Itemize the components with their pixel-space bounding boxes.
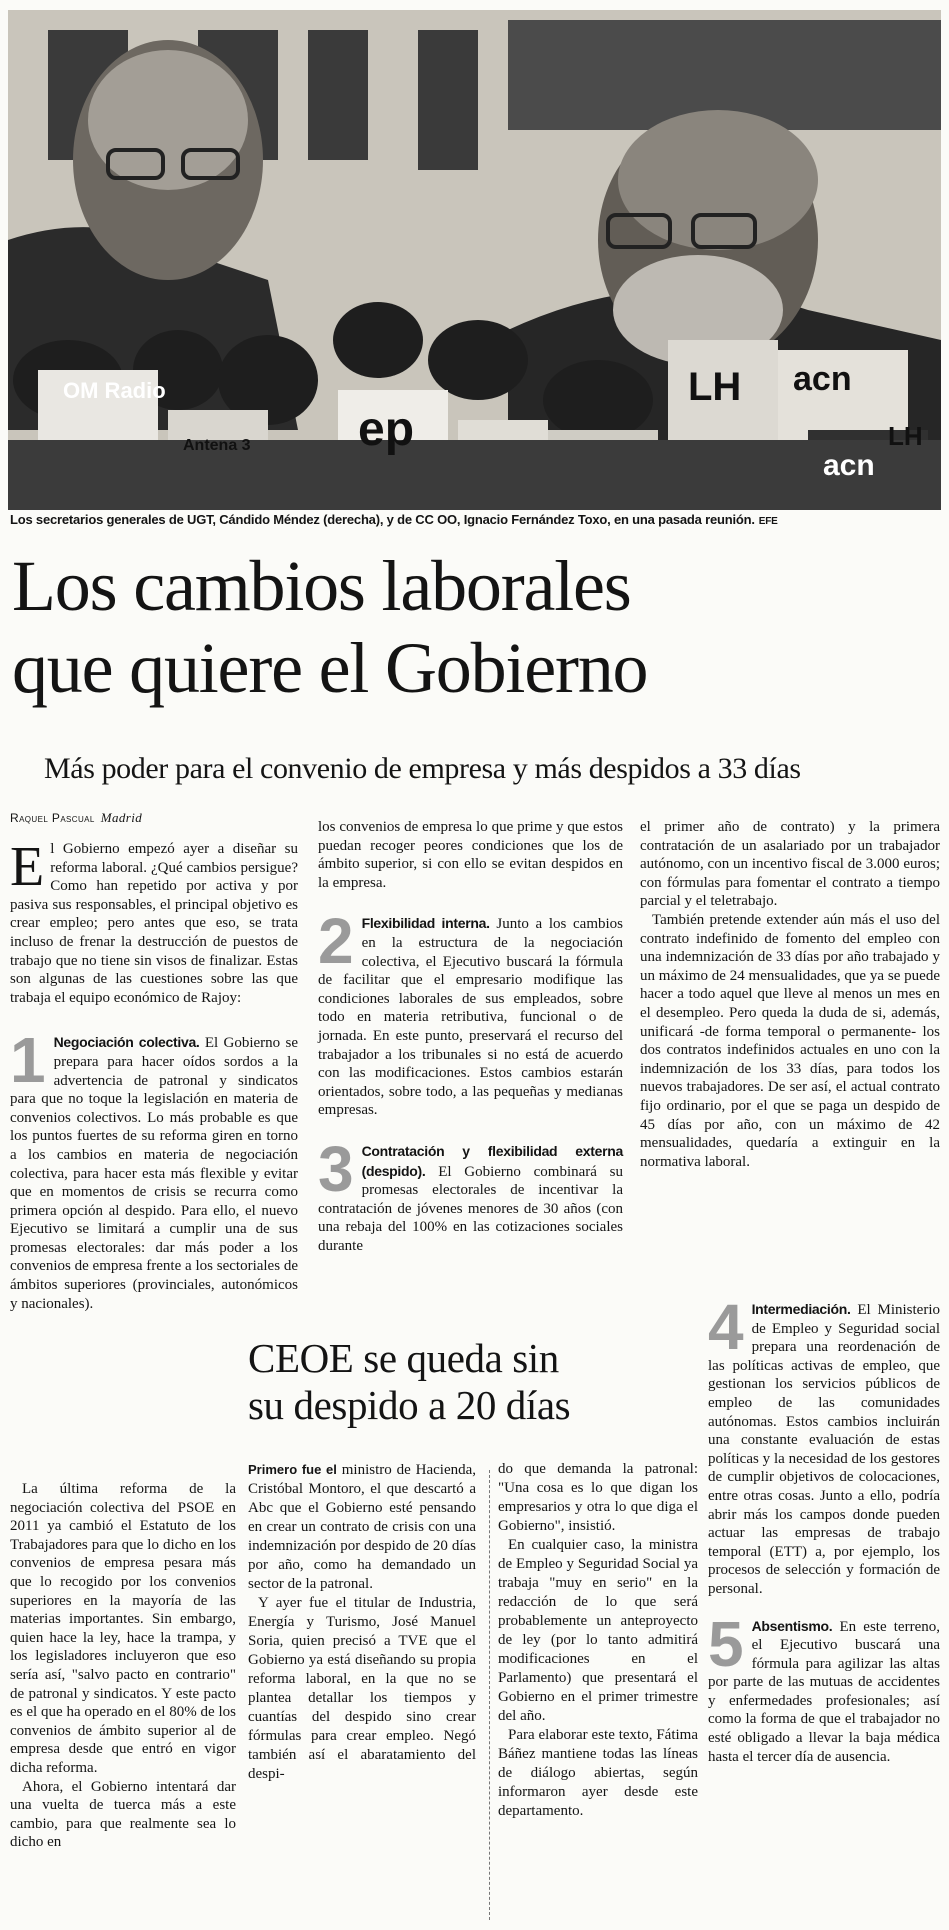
article-column-3-continued bbox=[708, 1291, 940, 1766]
article-column-2 bbox=[318, 818, 623, 1255]
mic-label: acn bbox=[793, 360, 852, 398]
byline bbox=[10, 810, 142, 826]
mic-label: LH bbox=[688, 365, 742, 409]
paragraph: Ahora, el Gobierno intentará dar una vuelta de tuerca más a este cambio, para que realmente sea lo dicho en bbox=[10, 1778, 236, 1851]
paragraph: los convenios de empresa lo que prime y que estos puedan recoger peores condiciones que los de ámbito superior, si con ello se evitan despidos en la empresa. bbox=[318, 819, 623, 891]
section-title: Intermediación. bbox=[751, 1301, 851, 1317]
section-number: 1 bbox=[10, 1024, 46, 1097]
section-title: Negociación colectiva. bbox=[53, 1034, 200, 1051]
sidebar-lead: Primero fue el bbox=[248, 1462, 337, 1477]
photo-credit: EFE bbox=[758, 516, 778, 527]
section-title: Flexibilidad interna. bbox=[361, 915, 490, 932]
article-column-1-continued bbox=[10, 1480, 236, 1852]
mic-label: OM Radio bbox=[63, 378, 166, 403]
section-number: 4 bbox=[708, 1291, 744, 1363]
paragraph: el primer año de contrato) y la primera contratación de un asalariado por un trabajador autónomo, con un incentivo fiscal de 3.000 euros; con fórmulas para fomentar el contrato a tiempo parcial y el teletrabajo. bbox=[640, 819, 940, 910]
intro-paragraph: El Gobierno empezó ayer a diseñar su reforma laboral. ¿Qué cambios persigue? Como han repetido por activa y por pasiva sus responsables, el principal objetivo es crear empleo; pero antes que eso, se trata incluso de frenar la destrucción de puestos de trabajo que no tiene sin visos de finalizar. Estas son algunas de las cuestiones sobre las que trabaja el equipo económico de Rajoy: bbox=[10, 836, 298, 1006]
paragraph: En cualquier caso, la ministra de Empleo y Seguridad Social ya trabaja "muy en serio" en la redacción de lo que será probablemente un anteproyecto de ley (por lo tanto admitirá modificaciones en el Parlamento) que presentará el Gobierno en el primer trimestre del año. bbox=[498, 1537, 698, 1724]
paragraph: La última reforma de la negociación colectiva del PSOE en 2011 ya cambió el Estatuto de los Trabajadores para que lo dicho en los convenios de empresa pesara más que lo recogido por los convenios superiores en la mayoría de las materias importantes. Sin embargo, quien hace la ley, hace la trampa, y los legisladores incluyeron que eso sería así, "salvo pacto en contrario" de patronal y sindicatos. Y este pacto es el que ha operado en el 80% de los convenios de ámbito superior al de empresa desde que entró en vigor dicha reforma. bbox=[10, 1481, 236, 1776]
mic-label: ep bbox=[358, 403, 415, 456]
headline-line: Los cambios laborales bbox=[12, 546, 631, 626]
section-title: Absentismo. bbox=[751, 1617, 833, 1634]
article-column-3 bbox=[640, 818, 940, 1171]
section-number: 3 bbox=[318, 1132, 354, 1205]
mic-label: Antena 3 bbox=[183, 437, 251, 454]
section-title: Contratación y flexibilidad externa (despido). bbox=[361, 1142, 623, 1179]
drop-cap: E bbox=[10, 836, 45, 898]
paragraph: Primero fue el ministro de Hacienda, Cristóbal Montoro, el que descartó a Abc que el Gobierno esté pensando en crear un contrato de crisis con una indemnización por despido de 20 días por año, como ha demandado un sector de la patronal. bbox=[248, 1462, 477, 1592]
subheadline: Más poder para el convenio de empresa y más despidos a 33 días bbox=[44, 752, 801, 785]
byline-place: Madrid bbox=[100, 810, 143, 825]
article-column-1 bbox=[10, 836, 298, 1313]
section-2: 2 Flexibilidad interna. Junto a los cambios en la estructura de la negociación colectiva, el Ejecutivo buscará la fórmula de facilitar que el empresario modifique las condiciones laborales de sus empleados, sobre todo en materia retributiva, funcional o de jornada. En este punto, preservará el recurso del trabajador a los tribunales si no está de acuerdo con las modificaciones. Estos cambios estarán orientados, sobre todo, a las pequeñas y medianas empresas. bbox=[318, 905, 624, 1119]
sidebar-headline-line: su despido a 20 días bbox=[248, 1382, 571, 1428]
paragraph: También pretende extender aún más el uso del contrato indefinido de fomento del empleo con una indemnización de 33 días por año trabajado y un máximo de 24 mensualidades, que ya se puede hacer a todo aquel que lleve al menos un mes en el desempleo. Pero queda la duda de si, además, unificará -de forma temporal o permanente- los dos contratos indefinidos actuales en uno con la indemnización de los 33 días, para todos los nuevos trabajadores. De ser así, el actual contrato fijo ordinario, por el que se paga un despido de 45 días por año, con un máximo de 42 mensualidades, quedaría a extinguir en la normativa laboral. bbox=[640, 911, 940, 1170]
headline bbox=[12, 545, 942, 709]
paragraph: do que demanda la patronal: "Una cosa es lo que digan los empresarios y otra lo que diga el Gobierno", insistió. bbox=[498, 1461, 698, 1534]
sidebar-headline bbox=[248, 1335, 638, 1429]
section-4: 4 Intermediación. El Ministerio de Empleo y Seguridad social prepara una reordenación de las políticas activas de empleo, que gestionan los servicios públicos de empleo de las comunidades autónomas. Estos cambios incluirán una constante evaluación de estas políticas y la necesidad de los gestores de cumplir objetivos de colocaciones, entre otras cosas. Junto a ello, podría abrir más los campos donde pueden actuar las empresas de trabajo temporal (ETT) a, por ejemplo, los procesos de selección y formación de personal. bbox=[708, 1291, 940, 1597]
section-3: 3 Contratación y flexibilidad externa (despido). El Gobierno combinará su promesas electorales de incentivar la contratación de jóvenes menores de 30 años (con una rebaja del 100% en las cotizaciones sociales durante bbox=[318, 1132, 624, 1254]
sidebar-column-2 bbox=[498, 1460, 698, 1821]
paragraph: Para elaborar este texto, Fátima Báñez mantiene todas las líneas de diálogo abiertas, según informaron ayer desde este departamento. bbox=[498, 1727, 698, 1819]
section-5: 5 Absentismo. En este terreno, el Ejecutivo buscará una fórmula para agilizar las altas por parte de las mutuas de accidentes y enfermedades profesionales; así como la forma de que el trabajador no esté obligado a llevar la baja médica hasta el tercer día de ausencia. bbox=[708, 1607, 940, 1765]
sidebar-column-1 bbox=[248, 1460, 476, 1784]
byline-author: Raquel Pascual bbox=[10, 811, 95, 825]
photo-caption bbox=[10, 512, 940, 527]
paragraph: Y ayer fue el titular de Industria, Energía y Turismo, José Manuel Soria, quien precisó a TVE que el Gobierno ya está diseñando su propia reforma laboral, en la que no se plantea detallar los tiempos y cuantías del despido sino crear fórmulas para crear empleo. Negó también así el abaratamiento del despi- bbox=[248, 1595, 476, 1782]
caption-text: Los secretarios generales de UGT, Cándido Méndez (derecha), y de CC OO, Ignacio Fernández Toxo, en una pasada reunión. bbox=[10, 512, 755, 527]
section-number: 2 bbox=[318, 905, 354, 978]
mic-label: LH bbox=[888, 421, 923, 451]
news-photo bbox=[8, 10, 941, 510]
headline-line: que quiere el Gobierno bbox=[12, 628, 648, 708]
section-1: 1 Negociación colectiva. El Gobierno se prepara para hacer oídos sordos a la advertencia de patronal y sindicatos para que no toque la legislación en materia de convenios colectivos. Lo más probable es que los puntos fuertes de su reforma giren en torno a los cambios en materia de negociación colectiva, para hacer esta más flexible y evitar que en momentos de crisis se recurra como primera opción al despido. Para ello, el nuevo Ejecutivo se limitará a cumplir una de sus promesas electorales: dar más poder a los convenios de empresa frente a los sectoriales de ámbitos superiores (provinciales, autonómicos y nacionales). bbox=[10, 1024, 298, 1312]
mic-label: acn bbox=[823, 449, 875, 482]
section-number: 5 bbox=[708, 1607, 744, 1680]
column-divider bbox=[489, 1470, 490, 1920]
sidebar-headline-line: CEOE se queda sin bbox=[248, 1335, 559, 1381]
